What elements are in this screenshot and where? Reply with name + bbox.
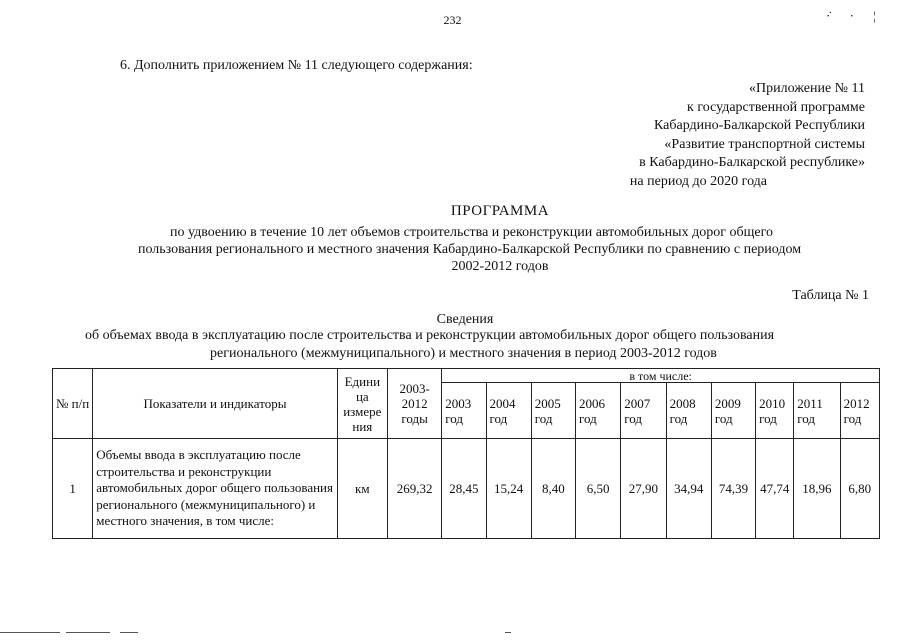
program-subtitle-line: пользования регионального и местного значения Кабардино-Балкарской Республики по сравнению с периодом — [138, 242, 802, 257]
header-total: 2003- 2012 годы — [387, 369, 441, 439]
row-num: 1 — [53, 439, 93, 539]
appendix-line: в Кабардино-Балкарской республике» — [639, 155, 865, 170]
appendix-header — [630, 80, 865, 191]
page-number: 232 — [443, 13, 462, 27]
header-year: 2008 год — [666, 383, 711, 439]
program-subtitle-line: по удвоению в течение 10 лет объемов строительства и реконструкции автомобильных дорог общего — [170, 225, 773, 240]
corner-marks: ·̇ · ¦ — [826, 8, 884, 23]
svedeniya-subtitle-line: регионального (межмуниципального) и местного значения в период 2003-2012 годов — [210, 346, 717, 361]
scan-edge-marks — [0, 632, 905, 634]
data-table — [52, 368, 880, 539]
amendment-item-6: 6. Дополнить приложением № 11 следующего содержания: — [120, 58, 473, 73]
header-year: 2004 год — [486, 383, 531, 439]
svedeniya-title: Сведения — [436, 312, 494, 327]
row-value: 74,39 — [711, 439, 755, 539]
appendix-line: на период до 2020 года — [629, 173, 767, 189]
row-value: 28,45 — [442, 439, 486, 539]
program-subtitle-line: 2002-2012 годов — [451, 259, 549, 274]
header-year: 2012 год — [840, 383, 879, 439]
appendix-line: «Развитие транспортной системы — [664, 136, 865, 152]
header-num: № п/п — [53, 369, 93, 439]
header-year: 2011 год — [794, 383, 840, 439]
header-indicators: Показатели и индикаторы — [93, 369, 337, 439]
row-value: 34,94 — [666, 439, 711, 539]
row-value: 47,74 — [756, 439, 794, 539]
header-unit: Едини ца измере ния — [337, 369, 387, 439]
appendix-line: «Приложение № 11 — [749, 81, 865, 96]
row-value: 6,80 — [840, 439, 879, 539]
row-value: 6,50 — [576, 439, 621, 539]
svedeniya-subtitle-line: об объемах ввода в эксплуатацию после строительства и реконструкции автомобильных дорог общего пользования — [85, 328, 775, 343]
header-year: 2007 год — [621, 383, 666, 439]
header-year: 2010 год — [756, 383, 794, 439]
table-label: Таблица № 1 — [792, 288, 869, 303]
header-year: 2005 год — [531, 383, 575, 439]
row-value: 8,40 — [531, 439, 575, 539]
header-including: в том числе: — [442, 369, 880, 383]
program-title: ПРОГРАММА — [450, 203, 550, 219]
row-value: 15,24 — [486, 439, 531, 539]
row-value: 27,90 — [621, 439, 666, 539]
header-year: 2003 год — [442, 383, 486, 439]
row-unit: км — [337, 439, 387, 539]
row-indicator: Объемы ввода в эксплуатацию после строительства и реконструкции автомобильных дорог общего пользования регионального (межмуниципального) и местного значения, в том числе: — [93, 439, 337, 539]
row-total: 269,32 — [387, 439, 441, 539]
header-year: 2006 год — [576, 383, 621, 439]
row-value: 18,96 — [794, 439, 840, 539]
appendix-line: Кабардино-Балкарской Республики — [654, 118, 865, 133]
appendix-line: к государственной программе — [687, 99, 865, 115]
header-year: 2009 год — [711, 383, 755, 439]
table-row — [53, 439, 880, 539]
